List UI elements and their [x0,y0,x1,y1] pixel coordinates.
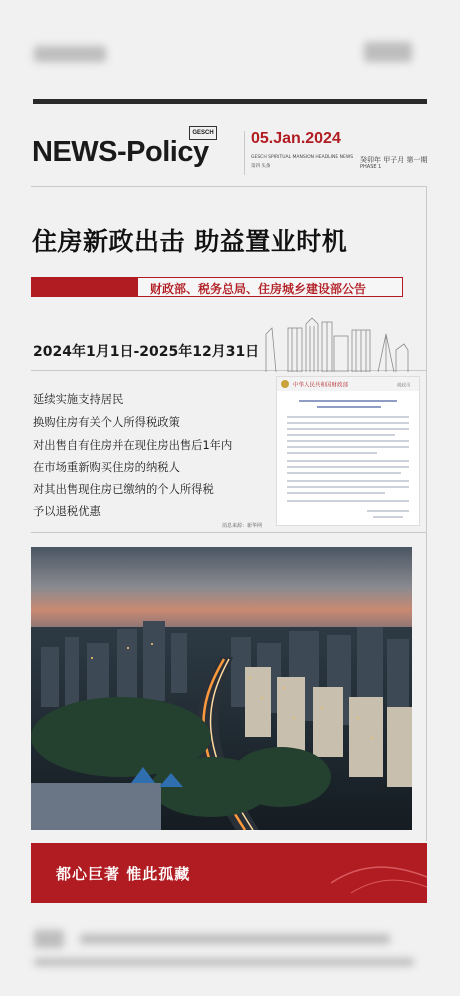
blurred-logo-left [34,46,106,62]
policy-line: 予以退税优惠 [33,505,101,518]
brand-title: NEWS-Policy [32,136,209,168]
gesch-logo: GESCH [189,126,217,140]
policy-line: 对其出售现住房已缴纳的个人所得税 [33,483,214,496]
document-thumbnail [276,376,420,526]
doc-tag: 税政司 [397,383,411,389]
blurred-logo-right [364,42,412,62]
frame-divider-vertical [244,131,245,175]
policy-period: 2024年1月1日-2025年12月31日 [33,344,260,360]
red-accent-block [31,277,137,297]
issue-date: 05.Jan.2024 [251,130,341,147]
headline: 住房新政出击 助益置业时机 [32,227,348,256]
frame-right-line [426,186,427,841]
skyline-illustration [262,316,412,372]
footer-slogan: 都心巨著 惟此孤藏 [56,865,191,883]
document-image [277,377,419,525]
lunar-date: 癸卯年 甲子月 第一期 [360,156,428,164]
policy-line: 在市场重新购买住房的纳税人 [33,461,180,474]
frame-lower-line [31,532,427,533]
policy-line: 延续实施支持居民 [33,393,124,406]
blurred-footer-text-2 [34,958,414,966]
policy-line: 对出售自有住房并在现住房出售后1年内 [33,439,233,452]
source-note: 消息来源：新华网 [222,523,263,529]
meta-line-2: 第四 头条 [251,164,271,169]
issuer-text: 财政部、税务总局、住房城乡建设部公告 [150,282,367,296]
doc-header: 中华人民共和国财政部 [293,382,349,389]
city-night-photo [31,547,412,830]
policy-line: 换购住房有关个人所得税政策 [33,416,180,429]
meta-line-1: GESCH SPIRITUAL MANSION HEADLINE NEWS [251,155,354,160]
blurred-footer-text [80,934,390,944]
phase-label: PHASE 1 [360,164,382,170]
frame-top-line [31,186,427,187]
top-rule [33,99,427,104]
city-photo-image [31,547,412,830]
blurred-footer-logo [34,930,64,948]
